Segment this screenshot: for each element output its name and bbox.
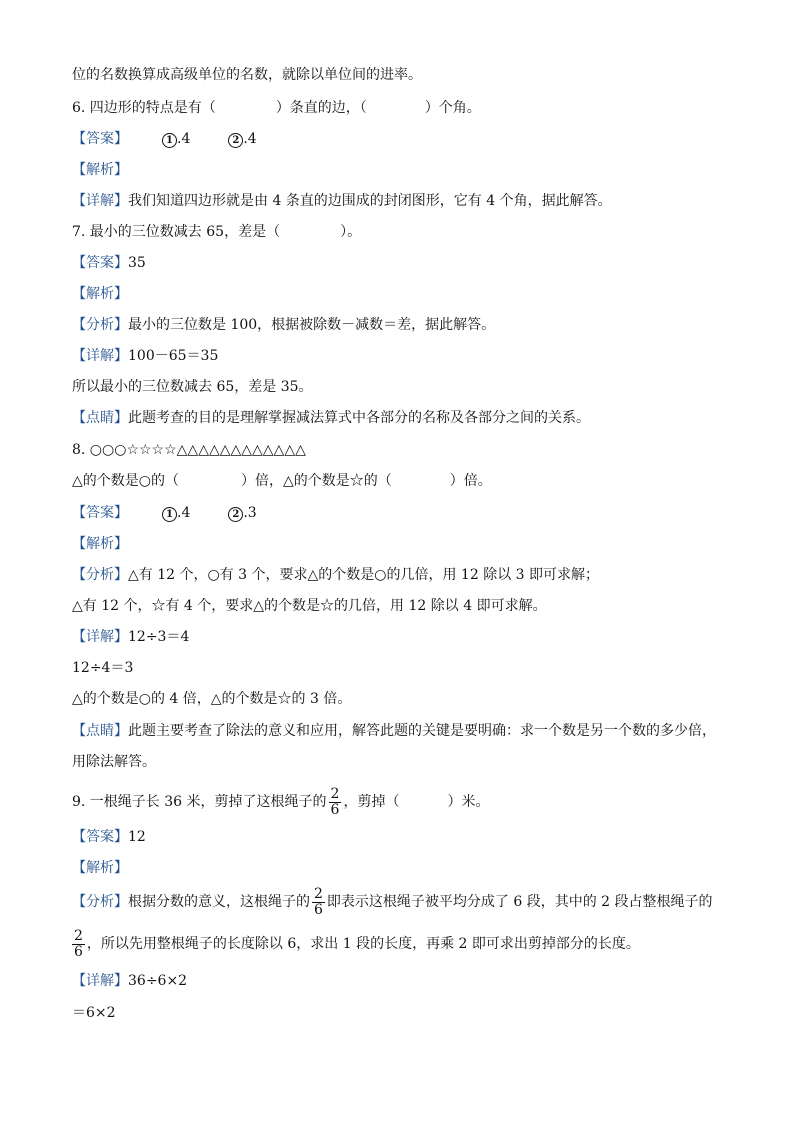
q9-fenxi-text-c: ，所以先用整根绳子的长度除以 6，求出 1 段的长度，再乘 2 即可求出剪掉部分的长度。 [86, 936, 640, 952]
q9-text-a: 9. 一根绳子长 36 米，剪掉了这根绳子的 [72, 794, 327, 810]
q9-text-c: ）米。 [447, 794, 490, 810]
q8-text-c: ）倍。 [449, 473, 492, 489]
q7-fenxi-text: 最小的三位数是 100，根据被除数－减数＝差，据此解答。 [128, 317, 496, 333]
q7-text-a: 7. 最小的三位数减去 65，差是（ [72, 224, 281, 240]
q8-dianjing-2: 用除法解答。 [72, 754, 156, 770]
q8-text-b: ）倍，△的个数是☆的（ [240, 473, 392, 489]
analysis-tag: 【解析】 [72, 860, 128, 876]
fenxi-tag: 【分析】 [72, 567, 128, 583]
q8-fenxi-text-1: △有 12 个，○有 3 个，要求△的个数是○的几倍，用 12 除以 3 即可求解； [128, 567, 600, 583]
q7-detail [72, 347, 218, 365]
q6-answer-1: .4 [177, 131, 191, 147]
fraction-two-sixths [329, 787, 342, 818]
q8-detail-1 [72, 628, 189, 646]
q7-dianjing [72, 409, 590, 427]
text-line: 位的名数换算成高级单位的名数，就除以单位间的进率。 [72, 67, 422, 83]
q9-answer-value: 12 [128, 829, 146, 845]
analysis-tag: 【解析】 [72, 536, 128, 552]
circled-number-2: 2 [228, 507, 243, 522]
fraction-two-sixths [312, 887, 325, 918]
answer-tag: 【答案】 [72, 505, 128, 521]
fraction-numerator: 2 [314, 885, 323, 902]
q9-text-b: ，剪掉（ [343, 794, 400, 810]
dianjing-tag: 【点睛】 [72, 410, 128, 426]
q8-dianjing-1 [72, 722, 716, 740]
detail-tag: 【详解】 [72, 973, 128, 989]
q8-answer-2: .3 [243, 505, 257, 521]
q7-answer-value: 35 [128, 255, 146, 271]
q6-detail [72, 192, 612, 210]
q7-conclusion: 所以最小的三位数减去 65，差是 35。 [72, 379, 313, 395]
fenxi-tag: 【分析】 [72, 317, 128, 333]
detail-tag: 【详解】 [72, 348, 128, 364]
analysis-tag: 【解析】 [72, 162, 128, 178]
q9-detail-1 [72, 972, 187, 990]
q7-answer [72, 254, 146, 272]
q9-detail-text-1: 36÷6×2 [128, 973, 188, 989]
fraction-numerator: 2 [74, 927, 83, 944]
q9-detail-2: ＝6×2 [72, 1005, 116, 1021]
q9-fenxi-2 [72, 926, 640, 962]
q6-text-b: ）条直的边，（ [275, 100, 367, 116]
answer-tag: 【答案】 [72, 829, 128, 845]
fraction-denominator: 6 [314, 901, 323, 918]
q7-detail-text: 100－65＝35 [128, 348, 219, 364]
fenxi-tag: 【分析】 [72, 894, 128, 910]
analysis-tag: 【解析】 [72, 286, 128, 302]
q9-answer [72, 828, 146, 846]
fraction-denominator: 6 [330, 801, 340, 818]
q8-text-a: △的个数是○的（ [72, 473, 179, 489]
q8-fenxi-2: △有 12 个，☆有 4 个，要求△的个数是☆的几倍，用 12 除以 4 即可求解。 [72, 598, 547, 614]
fraction-denominator: 6 [74, 943, 83, 960]
q8-conclusion: △的个数是○的 4 倍，△的个数是☆的 3 倍。 [72, 691, 352, 707]
detail-tag: 【详解】 [72, 629, 128, 645]
q8-fenxi-1 [72, 566, 599, 584]
q8-answer-1: .4 [177, 505, 191, 521]
answer-tag: 【答案】 [72, 255, 128, 271]
circled-number-2: 2 [228, 133, 243, 148]
q6-answer [72, 130, 257, 148]
q8-dianjing-text-1: 此题主要考查了除法的意义和应用，解答此题的关键是要明确：求一个数是另一个数的多少倍， [128, 723, 716, 739]
circled-number-1: 1 [162, 507, 177, 522]
question-6 [72, 99, 481, 117]
question-8 [72, 472, 492, 490]
q8-answer [72, 504, 257, 522]
circled-number-1: 1 [162, 133, 177, 148]
q6-detail-text: 我们知道四边形就是由 4 条直的边围成的封闭图形，它有 4 个角，据此解答。 [128, 193, 612, 209]
q8-detail-text-1: 12÷3＝4 [128, 629, 190, 645]
q6-answer-2: .4 [243, 131, 257, 147]
q7-text-b: ）。 [340, 224, 362, 240]
q6-text-a: 6. 四边形的特点是有（ [72, 100, 216, 116]
detail-tag: 【详解】 [72, 193, 128, 209]
fraction-numerator: 2 [330, 785, 340, 802]
q8-detail-2: 12÷4＝3 [72, 660, 134, 676]
question-9 [72, 784, 489, 820]
q6-text-c: ）个角。 [424, 100, 481, 116]
fraction-two-sixths [72, 929, 85, 960]
question-7 [72, 223, 361, 241]
question-8-shapes: 8. ○○○☆☆☆☆△△△△△△△△△△△△ [72, 442, 306, 458]
dianjing-tag: 【点睛】 [72, 723, 128, 739]
q7-fenxi [72, 316, 495, 334]
q9-fenxi-text-a: 根据分数的意义，这根绳子的 [128, 894, 310, 910]
answer-tag: 【答案】 [72, 131, 128, 147]
q9-fenxi-1 [72, 884, 713, 920]
q7-dianjing-text: 此题考查的目的是理解掌握减法算式中各部分的名称及各部分之间的关系。 [128, 410, 590, 426]
q9-fenxi-text-b: 即表示这根绳子被平均分成了 6 段，其中的 2 段占整根绳子的 [326, 894, 713, 910]
